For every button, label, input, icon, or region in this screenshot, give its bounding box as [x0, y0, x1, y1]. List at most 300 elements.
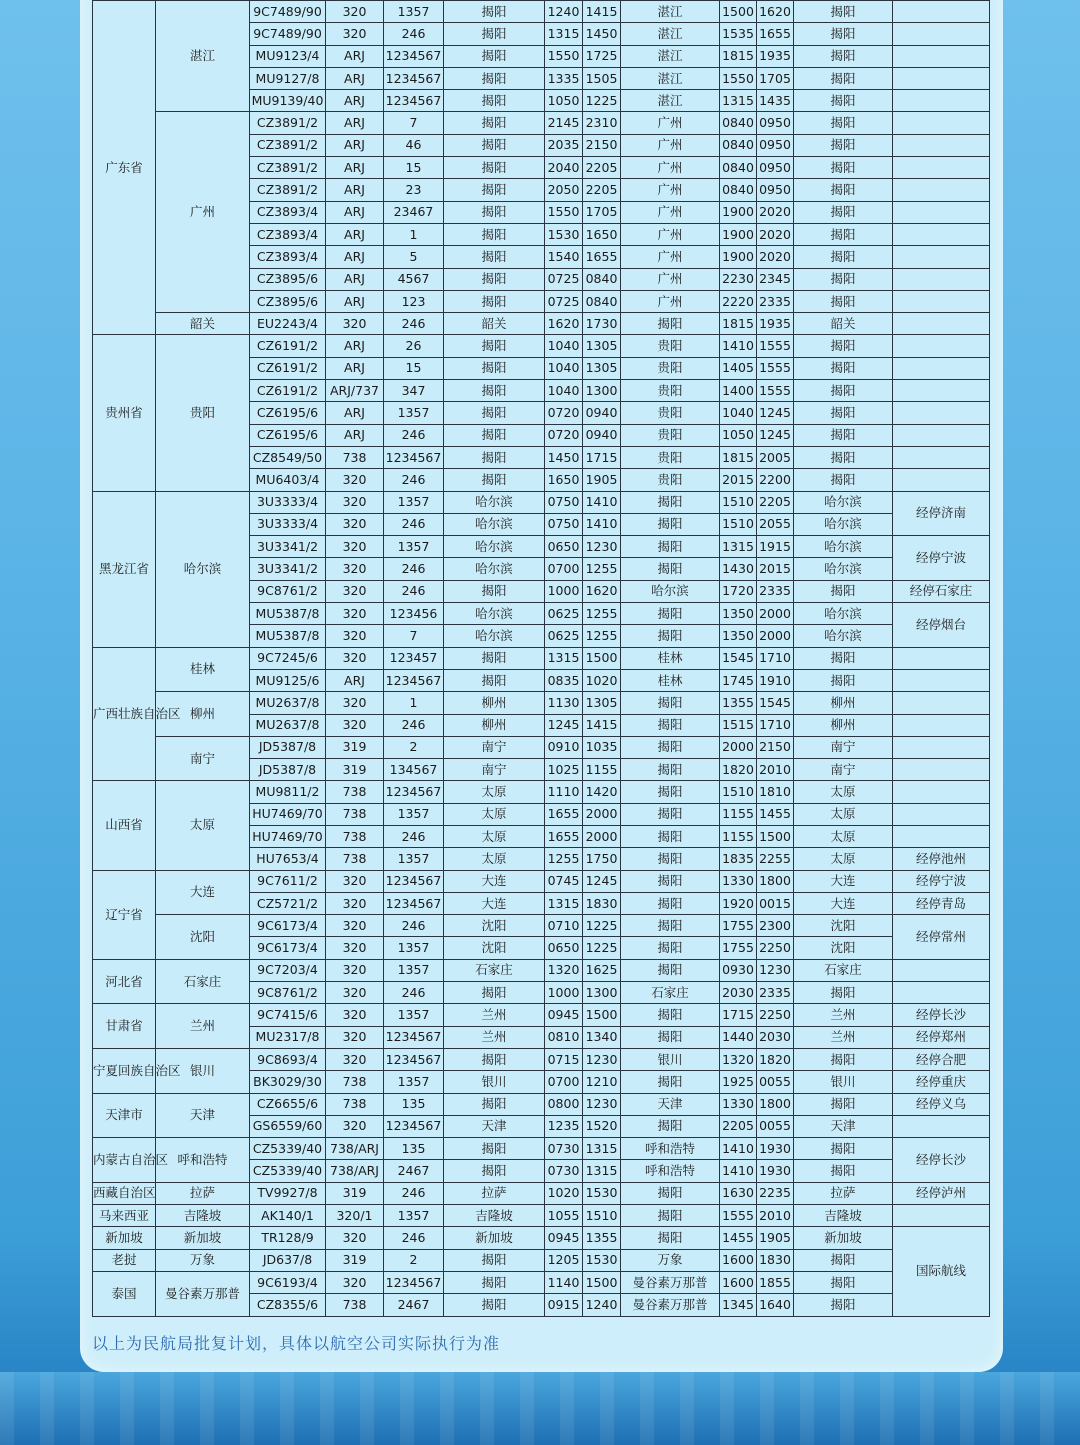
arr-time-cell: 1415 [583, 1, 621, 23]
arr-time-cell: 1245 [583, 870, 621, 892]
stop-or-dest-cell: 贵阳 [621, 380, 720, 402]
arr-time-2-cell: 1640 [757, 1294, 794, 1316]
origin-cell: 石家庄 [444, 959, 545, 981]
aircraft-cell: 320 [326, 491, 384, 513]
dep-time-2-cell: 1755 [720, 937, 757, 959]
arr-time-2-cell: 0055 [757, 1115, 794, 1137]
city-cell: 桂林 [156, 647, 250, 692]
aircraft-cell: 320 [326, 1026, 384, 1048]
dep-time-2-cell: 1350 [720, 603, 757, 625]
days-cell: 1357 [384, 402, 444, 424]
dep-time-2-cell: 1510 [720, 781, 757, 803]
dep-time-2-cell: 1815 [720, 313, 757, 335]
arr-time-2-cell: 2335 [757, 290, 794, 312]
dep-time-cell: 1315 [545, 23, 583, 45]
flight-no-cell: GS6559/60 [250, 1115, 326, 1137]
table-row [93, 1048, 990, 1070]
flight-no-cell: CZ8355/6 [250, 1294, 326, 1316]
dep-time-2-cell: 2220 [720, 290, 757, 312]
note-cell: 经停青岛 [893, 892, 990, 914]
arr-time-2-cell: 2250 [757, 937, 794, 959]
dep-time-cell: 0910 [545, 736, 583, 758]
origin-cell: 揭阳 [444, 357, 545, 379]
stop-or-dest-cell: 石家庄 [621, 982, 720, 1004]
destination-cell: 揭阳 [794, 1249, 893, 1271]
city-cell: 兰州 [156, 1004, 250, 1049]
days-cell: 1 [384, 223, 444, 245]
dep-time-2-cell: 1315 [720, 90, 757, 112]
note-cell: 国际航线 [893, 1227, 990, 1316]
origin-cell: 天津 [444, 1115, 545, 1137]
note-cell [893, 647, 990, 669]
aircraft-cell: ARJ [326, 669, 384, 691]
days-cell: 123457 [384, 647, 444, 669]
flight-no-cell: MU9127/8 [250, 67, 326, 89]
arr-time-2-cell: 2345 [757, 268, 794, 290]
note-cell [893, 982, 990, 1004]
note-cell [893, 157, 990, 179]
dep-time-2-cell: 2015 [720, 469, 757, 491]
origin-cell: 兰州 [444, 1026, 545, 1048]
flight-no-cell: CZ6195/6 [250, 402, 326, 424]
aircraft-cell: 320 [326, 23, 384, 45]
flight-no-cell: CZ3891/2 [250, 134, 326, 156]
flight-no-cell: MU5387/8 [250, 603, 326, 625]
dep-time-cell: 0650 [545, 536, 583, 558]
note-cell [893, 1115, 990, 1137]
flight-no-cell: MU2637/8 [250, 714, 326, 736]
note-cell [893, 45, 990, 67]
dep-time-2-cell: 2000 [720, 736, 757, 758]
table-row [93, 1093, 990, 1115]
origin-cell: 揭阳 [444, 402, 545, 424]
note-cell [893, 959, 990, 981]
dep-time-cell: 1620 [545, 313, 583, 335]
aircraft-cell: 320 [326, 714, 384, 736]
arr-time-2-cell: 1935 [757, 313, 794, 335]
origin-cell: 大连 [444, 870, 545, 892]
aircraft-cell: ARJ [326, 357, 384, 379]
stop-or-dest-cell: 银川 [621, 1048, 720, 1070]
note-cell: 经停义乌 [893, 1093, 990, 1115]
aircraft-cell: 320 [326, 647, 384, 669]
days-cell: 2 [384, 1249, 444, 1271]
destination-cell: 揭阳 [794, 1093, 893, 1115]
dep-time-2-cell: 1410 [720, 1160, 757, 1182]
arr-time-cell: 0940 [583, 424, 621, 446]
days-cell: 1357 [384, 1071, 444, 1093]
dep-time-2-cell: 1155 [720, 825, 757, 847]
dep-time-2-cell: 1455 [720, 1227, 757, 1249]
aircraft-cell: 320 [326, 1271, 384, 1293]
table-row [93, 112, 990, 134]
days-cell: 246 [384, 1227, 444, 1249]
city-cell: 新加坡 [156, 1227, 250, 1249]
flight-no-cell: 9C7245/6 [250, 647, 326, 669]
arr-time-cell: 1730 [583, 313, 621, 335]
aircraft-cell: 320/1 [326, 1205, 384, 1227]
city-cell: 贵阳 [156, 335, 250, 491]
arr-time-cell: 1500 [583, 1004, 621, 1026]
destination-cell: 揭阳 [794, 982, 893, 1004]
arr-time-cell: 1410 [583, 491, 621, 513]
province-cell: 广西壮族自治区 [93, 647, 156, 781]
arr-time-cell: 1655 [583, 246, 621, 268]
aircraft-cell: 320 [326, 959, 384, 981]
arr-time-2-cell: 1230 [757, 959, 794, 981]
province-cell: 新加坡 [93, 1227, 156, 1249]
dep-time-cell: 0800 [545, 1093, 583, 1115]
days-cell: 2 [384, 736, 444, 758]
aircraft-cell: 319 [326, 736, 384, 758]
city-cell: 南宁 [156, 736, 250, 781]
days-cell: 246 [384, 714, 444, 736]
aircraft-cell: ARJ [326, 335, 384, 357]
flight-no-cell: CZ6191/2 [250, 335, 326, 357]
arr-time-2-cell: 1620 [757, 1, 794, 23]
note-cell [893, 357, 990, 379]
note-cell: 经停池州 [893, 848, 990, 870]
arr-time-cell: 1230 [583, 536, 621, 558]
dep-time-cell: 0835 [545, 669, 583, 691]
days-cell: 246 [384, 1182, 444, 1204]
aircraft-cell: ARJ [326, 157, 384, 179]
stop-or-dest-cell: 揭阳 [621, 1182, 720, 1204]
arr-time-cell: 1905 [583, 469, 621, 491]
origin-cell: 揭阳 [444, 246, 545, 268]
dep-time-2-cell: 1600 [720, 1271, 757, 1293]
stop-or-dest-cell: 桂林 [621, 669, 720, 691]
note-cell [893, 313, 990, 335]
city-cell: 广州 [156, 112, 250, 313]
dep-time-cell: 0700 [545, 558, 583, 580]
origin-cell: 揭阳 [444, 1271, 545, 1293]
arr-time-2-cell: 1935 [757, 45, 794, 67]
dep-time-2-cell: 1815 [720, 45, 757, 67]
table-row [93, 870, 990, 892]
aircraft-cell: ARJ [326, 45, 384, 67]
destination-cell: 哈尔滨 [794, 513, 893, 535]
flight-no-cell: CZ3895/6 [250, 290, 326, 312]
flight-schedule-table [92, 0, 990, 1317]
dep-time-2-cell: 0840 [720, 179, 757, 201]
stop-or-dest-cell: 广州 [621, 290, 720, 312]
destination-cell: 揭阳 [794, 580, 893, 602]
days-cell: 1234567 [384, 67, 444, 89]
dep-time-2-cell: 1925 [720, 1071, 757, 1093]
destination-cell: 揭阳 [794, 357, 893, 379]
origin-cell: 揭阳 [444, 290, 545, 312]
note-cell: 经停石家庄 [893, 580, 990, 602]
flight-no-cell: CZ3893/4 [250, 223, 326, 245]
flight-no-cell: CZ3891/2 [250, 179, 326, 201]
aircraft-cell: ARJ [326, 424, 384, 446]
days-cell: 1357 [384, 848, 444, 870]
arr-time-2-cell: 2020 [757, 201, 794, 223]
flight-no-cell: HU7653/4 [250, 848, 326, 870]
arr-time-2-cell: 1910 [757, 669, 794, 691]
arr-time-cell: 1530 [583, 1249, 621, 1271]
destination-cell: 揭阳 [794, 402, 893, 424]
note-cell: 经停烟台 [893, 603, 990, 648]
schedule-body [93, 1, 990, 1317]
aircraft-cell: 320 [326, 1227, 384, 1249]
destination-cell: 大连 [794, 870, 893, 892]
arr-time-cell: 2205 [583, 179, 621, 201]
arr-time-cell: 2000 [583, 825, 621, 847]
province-cell: 天津市 [93, 1093, 156, 1138]
destination-cell: 哈尔滨 [794, 603, 893, 625]
arr-time-cell: 1230 [583, 1093, 621, 1115]
arr-time-2-cell: 2200 [757, 469, 794, 491]
days-cell: 1234567 [384, 1026, 444, 1048]
origin-cell: 新加坡 [444, 1227, 545, 1249]
flight-no-cell: 9C6193/4 [250, 1271, 326, 1293]
stop-or-dest-cell: 揭阳 [621, 1004, 720, 1026]
dep-time-2-cell: 1900 [720, 223, 757, 245]
dep-time-2-cell: 1515 [720, 714, 757, 736]
flight-no-cell: JD637/8 [250, 1249, 326, 1271]
table-row [93, 313, 990, 335]
days-cell: 246 [384, 915, 444, 937]
origin-cell: 揭阳 [444, 23, 545, 45]
days-cell: 2467 [384, 1294, 444, 1316]
table-row [93, 915, 990, 937]
dep-time-cell: 1655 [545, 803, 583, 825]
dep-time-cell: 1550 [545, 201, 583, 223]
stop-or-dest-cell: 揭阳 [621, 870, 720, 892]
note-cell [893, 736, 990, 758]
dep-time-2-cell: 1315 [720, 536, 757, 558]
arr-time-cell: 1230 [583, 1048, 621, 1070]
stop-or-dest-cell: 揭阳 [621, 625, 720, 647]
stop-or-dest-cell: 揭阳 [621, 915, 720, 937]
flight-no-cell: CZ6195/6 [250, 424, 326, 446]
days-cell: 5 [384, 246, 444, 268]
dep-time-cell: 1055 [545, 1205, 583, 1227]
arr-time-cell: 1305 [583, 335, 621, 357]
aircraft-cell: 320 [326, 313, 384, 335]
days-cell: 246 [384, 313, 444, 335]
city-cell: 拉萨 [156, 1182, 250, 1204]
arr-time-cell: 2000 [583, 803, 621, 825]
note-cell [893, 268, 990, 290]
stop-or-dest-cell: 揭阳 [621, 1205, 720, 1227]
province-cell: 甘肃省 [93, 1004, 156, 1049]
dep-time-cell: 1235 [545, 1115, 583, 1137]
stop-or-dest-cell: 广州 [621, 246, 720, 268]
stop-or-dest-cell: 贵阳 [621, 335, 720, 357]
days-cell: 1 [384, 692, 444, 714]
arr-time-2-cell: 1800 [757, 870, 794, 892]
flight-no-cell: MU9125/6 [250, 669, 326, 691]
days-cell: 1357 [384, 937, 444, 959]
origin-cell: 揭阳 [444, 112, 545, 134]
arr-time-cell: 1520 [583, 1115, 621, 1137]
aircraft-cell: 320 [326, 915, 384, 937]
arr-time-cell: 1225 [583, 90, 621, 112]
arr-time-2-cell: 1905 [757, 1227, 794, 1249]
flight-no-cell: CZ3891/2 [250, 157, 326, 179]
arr-time-2-cell: 1705 [757, 67, 794, 89]
flight-no-cell: MU2637/8 [250, 692, 326, 714]
destination-cell: 揭阳 [794, 246, 893, 268]
days-cell: 2467 [384, 1160, 444, 1182]
aircraft-cell: 320 [326, 558, 384, 580]
dep-time-cell: 1205 [545, 1249, 583, 1271]
flight-no-cell: 9C7611/2 [250, 870, 326, 892]
destination-cell: 哈尔滨 [794, 491, 893, 513]
origin-cell: 揭阳 [444, 201, 545, 223]
flight-no-cell: JD5387/8 [250, 759, 326, 781]
stop-or-dest-cell: 揭阳 [621, 603, 720, 625]
table-row [93, 1249, 990, 1271]
days-cell: 7 [384, 112, 444, 134]
dep-time-cell: 0650 [545, 937, 583, 959]
dep-time-2-cell: 1630 [720, 1182, 757, 1204]
days-cell: 1234567 [384, 870, 444, 892]
stop-or-dest-cell: 湛江 [621, 67, 720, 89]
stop-or-dest-cell: 广州 [621, 179, 720, 201]
dep-time-cell: 0700 [545, 1071, 583, 1093]
dep-time-2-cell: 1330 [720, 870, 757, 892]
dep-time-2-cell: 1410 [720, 335, 757, 357]
province-cell: 黑龙江省 [93, 491, 156, 647]
origin-cell: 太原 [444, 781, 545, 803]
arr-time-cell: 1255 [583, 558, 621, 580]
stop-or-dest-cell: 揭阳 [621, 313, 720, 335]
dep-time-2-cell: 1550 [720, 67, 757, 89]
days-cell: 1234567 [384, 669, 444, 691]
aircraft-cell: ARJ [326, 67, 384, 89]
arr-time-cell: 1650 [583, 223, 621, 245]
aircraft-cell: ARJ [326, 402, 384, 424]
arr-time-2-cell: 0950 [757, 157, 794, 179]
arr-time-cell: 1530 [583, 1182, 621, 1204]
dep-time-cell: 1020 [545, 1182, 583, 1204]
note-cell [893, 179, 990, 201]
destination-cell: 太原 [794, 803, 893, 825]
arr-time-2-cell: 1245 [757, 402, 794, 424]
dep-time-2-cell: 0840 [720, 112, 757, 134]
flight-no-cell: CZ5721/2 [250, 892, 326, 914]
destination-cell: 兰州 [794, 1004, 893, 1026]
dep-time-2-cell: 1555 [720, 1205, 757, 1227]
note-cell: 经停常州 [893, 915, 990, 960]
arr-time-cell: 1450 [583, 23, 621, 45]
stop-or-dest-cell: 哈尔滨 [621, 580, 720, 602]
arr-time-cell: 1210 [583, 1071, 621, 1093]
aircraft-cell: 319 [326, 759, 384, 781]
flight-no-cell: 9C7415/6 [250, 1004, 326, 1026]
dep-time-2-cell: 1900 [720, 201, 757, 223]
stop-or-dest-cell: 揭阳 [621, 536, 720, 558]
dep-time-2-cell: 2230 [720, 268, 757, 290]
stop-or-dest-cell: 揭阳 [621, 692, 720, 714]
aircraft-cell: ARJ [326, 290, 384, 312]
aircraft-cell: 320 [326, 692, 384, 714]
arr-time-cell: 2205 [583, 157, 621, 179]
flight-no-cell: TV9927/8 [250, 1182, 326, 1204]
destination-cell: 揭阳 [794, 67, 893, 89]
destination-cell: 太原 [794, 848, 893, 870]
city-cell: 韶关 [156, 313, 250, 335]
days-cell: 4567 [384, 268, 444, 290]
stop-or-dest-cell: 揭阳 [621, 959, 720, 981]
destination-cell: 揭阳 [794, 112, 893, 134]
water-decoration [0, 1372, 1080, 1445]
stop-or-dest-cell: 湛江 [621, 90, 720, 112]
flight-no-cell: MU5387/8 [250, 625, 326, 647]
table-row [93, 692, 990, 714]
note-cell [893, 781, 990, 803]
origin-cell: 柳州 [444, 692, 545, 714]
days-cell: 1234567 [384, 1271, 444, 1293]
flight-no-cell: CZ6191/2 [250, 357, 326, 379]
origin-cell: 揭阳 [444, 580, 545, 602]
dep-time-2-cell: 1815 [720, 446, 757, 468]
origin-cell: 揭阳 [444, 268, 545, 290]
aircraft-cell: ARJ [326, 179, 384, 201]
dep-time-2-cell: 1535 [720, 23, 757, 45]
origin-cell: 揭阳 [444, 90, 545, 112]
city-cell: 大连 [156, 870, 250, 915]
arr-time-cell: 1355 [583, 1227, 621, 1249]
destination-cell: 揭阳 [794, 446, 893, 468]
table-row [93, 736, 990, 758]
dep-time-cell: 0625 [545, 625, 583, 647]
stop-or-dest-cell: 广州 [621, 157, 720, 179]
dep-time-cell: 1040 [545, 357, 583, 379]
arr-time-2-cell: 1435 [757, 90, 794, 112]
origin-cell: 拉萨 [444, 1182, 545, 1204]
destination-cell: 哈尔滨 [794, 625, 893, 647]
dep-time-2-cell: 1600 [720, 1249, 757, 1271]
note-cell [893, 446, 990, 468]
city-cell: 沈阳 [156, 915, 250, 960]
province-cell: 宁夏回族自治区 [93, 1048, 156, 1093]
table-row [93, 959, 990, 981]
aircraft-cell: 319 [326, 1182, 384, 1204]
dep-time-2-cell: 1835 [720, 848, 757, 870]
aircraft-cell: 738 [326, 1093, 384, 1115]
aircraft-cell: ARJ [326, 223, 384, 245]
dep-time-2-cell: 1405 [720, 357, 757, 379]
province-cell: 广东省 [93, 1, 156, 335]
province-cell: 辽宁省 [93, 870, 156, 959]
dep-time-cell: 1320 [545, 959, 583, 981]
dep-time-cell: 1450 [545, 446, 583, 468]
note-cell [893, 402, 990, 424]
aircraft-cell: 320 [326, 580, 384, 602]
stop-or-dest-cell: 湛江 [621, 23, 720, 45]
destination-cell: 揭阳 [794, 223, 893, 245]
origin-cell: 沈阳 [444, 915, 545, 937]
arr-time-cell: 1750 [583, 848, 621, 870]
days-cell: 1234567 [384, 45, 444, 67]
arr-time-2-cell: 2010 [757, 1205, 794, 1227]
destination-cell: 太原 [794, 825, 893, 847]
destination-cell: 揭阳 [794, 1048, 893, 1070]
arr-time-2-cell: 2150 [757, 736, 794, 758]
flight-no-cell: CZ6655/6 [250, 1093, 326, 1115]
dep-time-2-cell: 1400 [720, 380, 757, 402]
aircraft-cell: 320 [326, 892, 384, 914]
destination-cell: 揭阳 [794, 380, 893, 402]
flight-no-cell: AK140/1 [250, 1205, 326, 1227]
destination-cell: 揭阳 [794, 1138, 893, 1160]
dep-time-cell: 1315 [545, 647, 583, 669]
